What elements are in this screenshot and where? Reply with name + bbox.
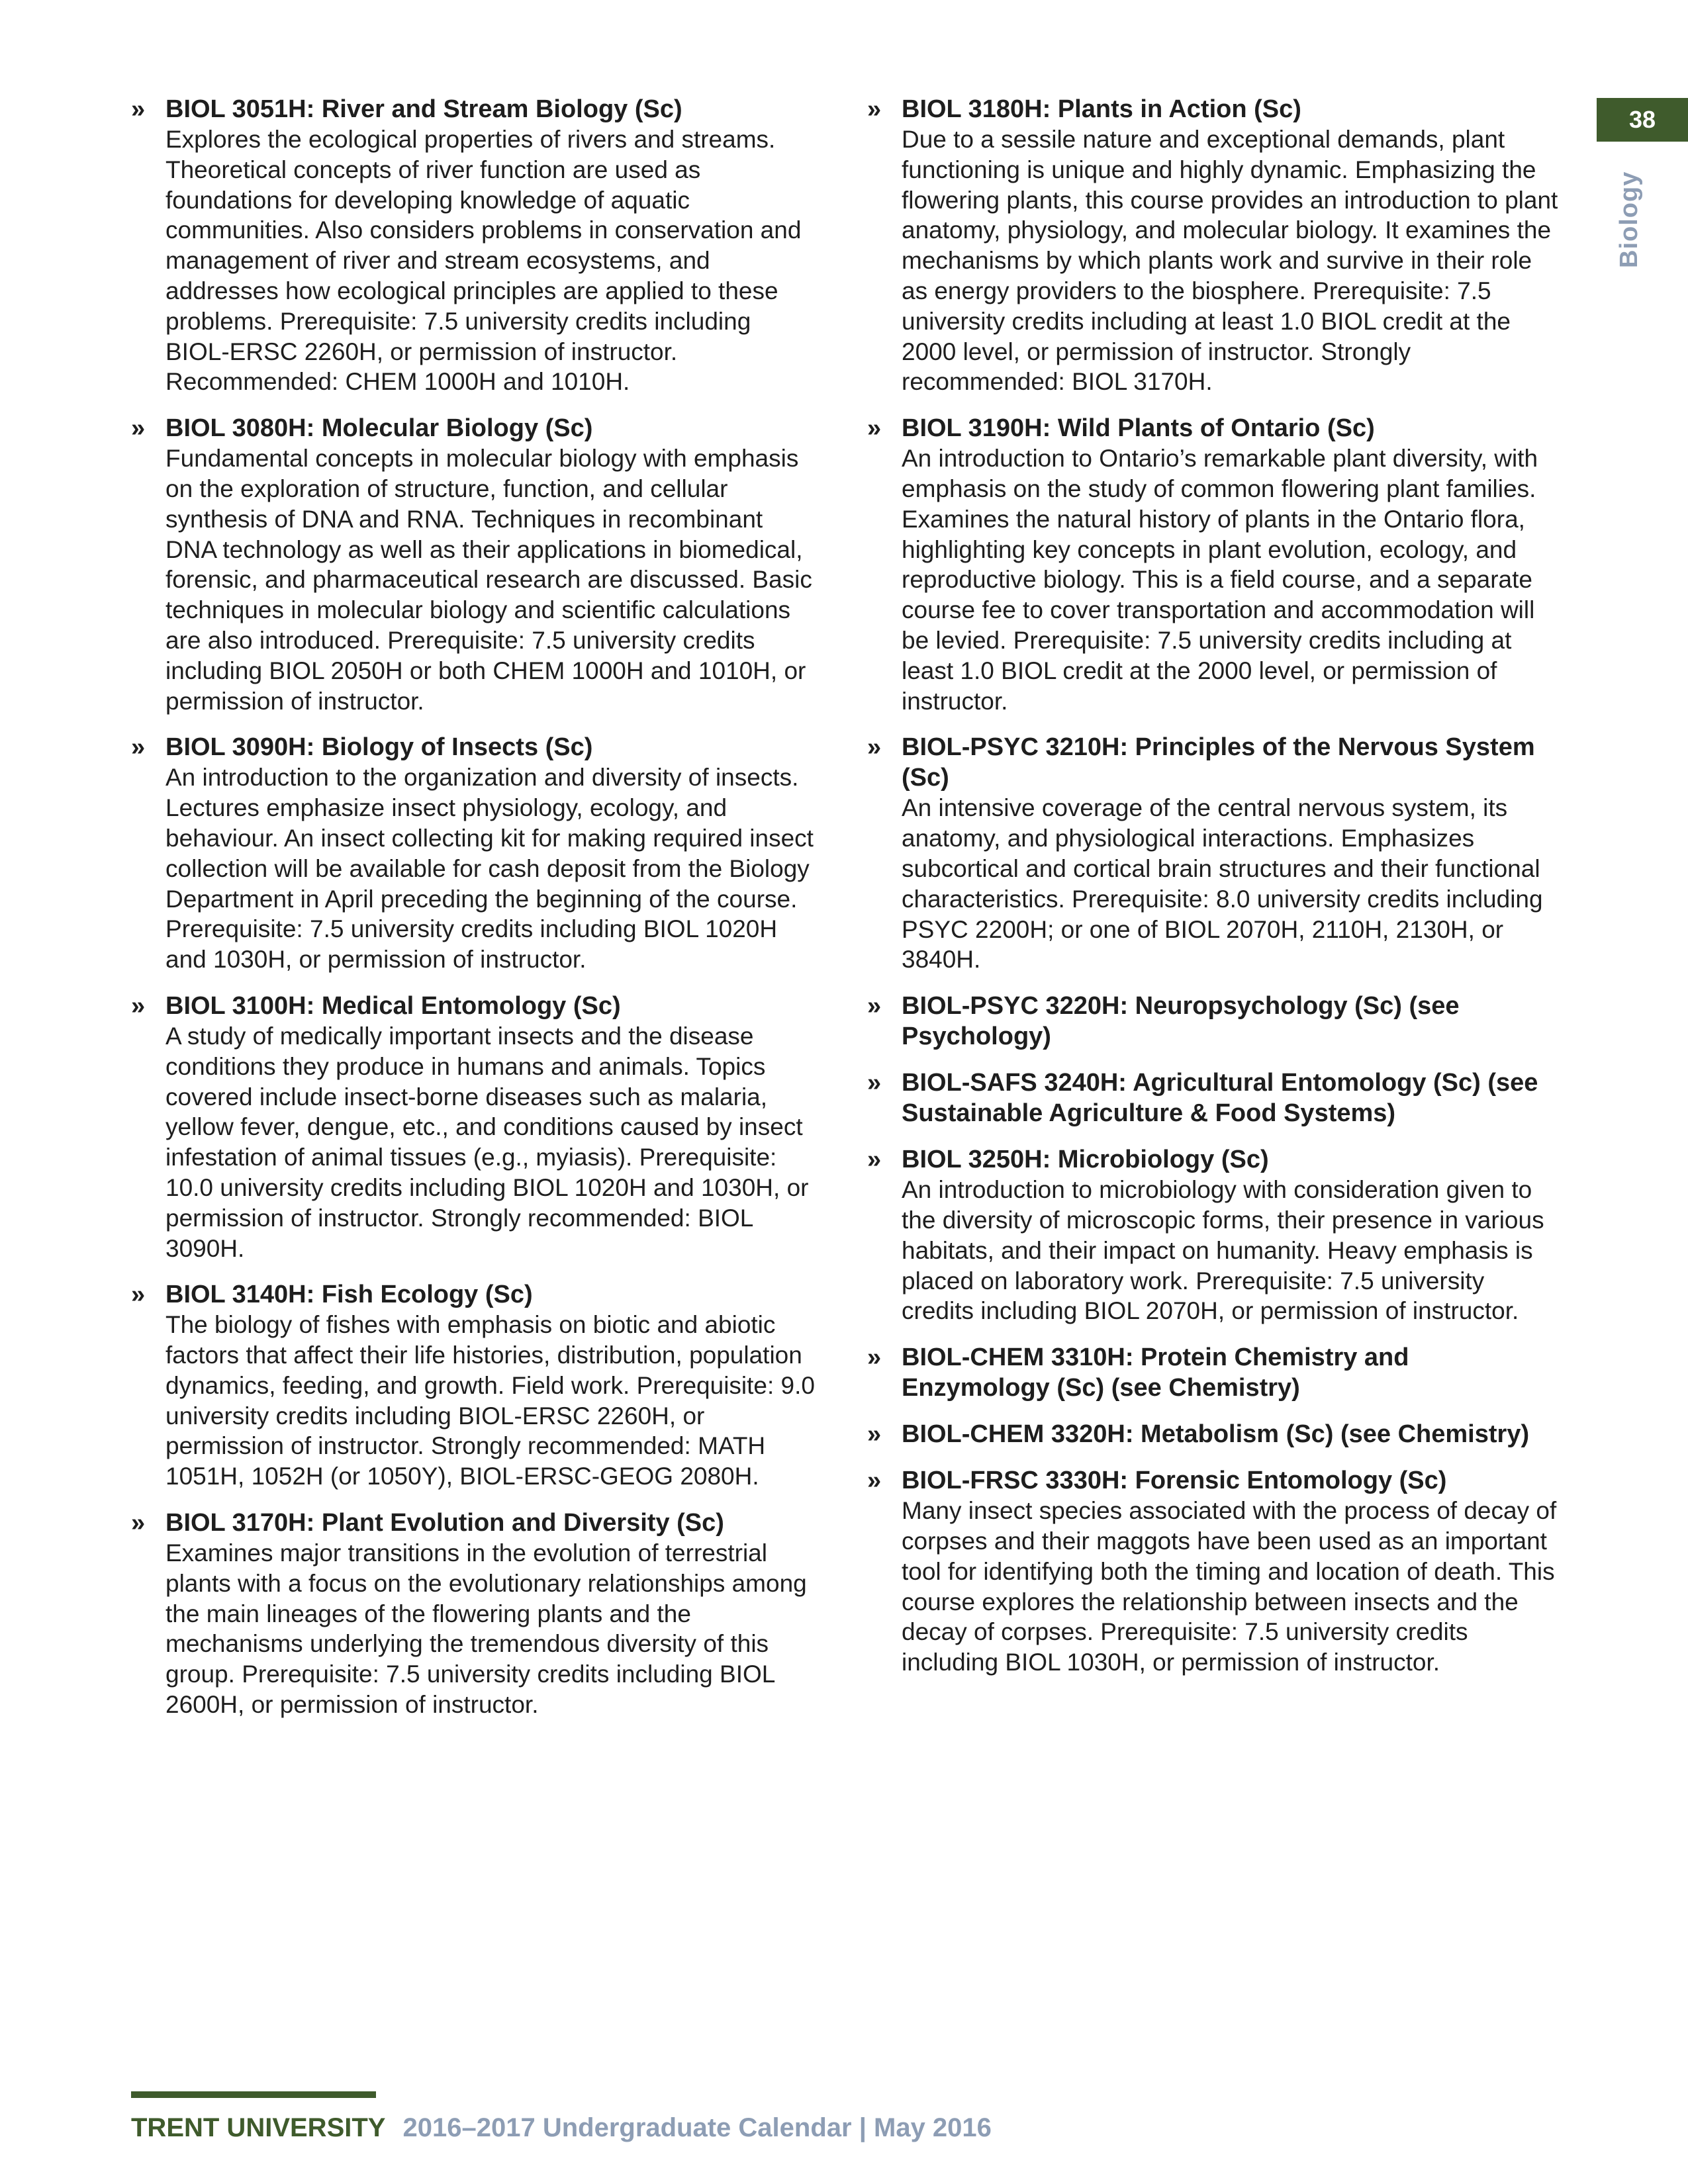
- course-title: BIOL 3190H: Wild Plants of Ontario (Sc): [902, 414, 1375, 443]
- page-number-tab: 38: [1597, 98, 1688, 142]
- course-description: An introduction to the organization and diversity of insects. Lectures emphasize insect physiology, ecology, and behaviour. An insect collecting kit for making required insect collection will be available for cash deposit from the Biology Department in April preceding the beginning of the course. Prerequisite: 7.5 university credits including BIOL 1020H and 1030H, or permission of instructor.: [165, 764, 814, 974]
- course-title: BIOL 3100H: Medical Entomology (Sc): [165, 991, 621, 1020]
- bullet-marker: »: [867, 95, 882, 123]
- course-entry: [867, 1342, 1561, 1403]
- course-description: An introduction to microbiology with consideration given to the diversity of microscopic forms, their presence in various habitats, and their impact on humanity. Heavy emphasis is placed on laboratory work. Prerequisite: 7.5 university credits including BIOL 2070H, or permission of instructor.: [902, 1176, 1544, 1325]
- course-title: BIOL 3090H: Biology of Insects (Sc): [165, 733, 593, 762]
- course-title: BIOL 3170H: Plant Evolution and Diversity (Sc): [165, 1509, 724, 1537]
- course-title: BIOL 3140H: Fish Ecology (Sc): [165, 1281, 533, 1309]
- bullet-marker: »: [867, 1146, 882, 1174]
- course-entry: [131, 413, 820, 716]
- bullet-marker: »: [131, 991, 146, 1020]
- course-description: Explores the ecological properties of rivers and streams. Theoretical concepts of river function are used as foundations for developing knowledge of aquatic communities. Also considers problems in conservation and management of river and stream ecosystems, and addresses how ecological principles are applied to these problems. Prerequisite: 7.5 university credits including BIOL-ERSC 2260H, or permission of instructor. Recommended: CHEM 1000H and 1010H.: [165, 126, 802, 396]
- footer-university: TRENT UNIVERSITY: [131, 2113, 386, 2142]
- footer-rule: [131, 2091, 376, 2098]
- course-entry: [867, 1144, 1561, 1326]
- course-entry: [867, 413, 1561, 716]
- course-entry: [131, 94, 820, 397]
- course-description: An introduction to Ontario’s remarkable plant diversity, with emphasis on the study of common flowering plant families. Examines the natural history of plants in the Ontario flora, highlighting key concepts in plant evolution, ecology, and reproductive biology. This is a field course, and a separate course fee to cover transportation and accommodation will be levied. Prerequisite: 7.5 university credits including at least 1.0 BIOL credit at the 2000 level, or permission of instructor.: [902, 445, 1538, 715]
- course-description: Due to a sessile nature and exceptional demands, plant functioning is unique and highly dynamic. Emphasizing the flowering plants, this course provides an introduction to plant anatomy, physiology, and molecular biology. It examines the mechanisms by which plants work and survive in their role as energy providers to the biosphere. Prerequisite: 7.5 university credits including at least 1.0 BIOL credit at the 2000 level, or permission of instructor. Strongly recommended: BIOL 3170H.: [902, 126, 1558, 396]
- bullet-marker: »: [131, 414, 146, 443]
- section-label: Biology: [1615, 171, 1643, 268]
- footer-calendar: 2016–2017 Undergraduate Calendar | May 2016: [402, 2113, 992, 2142]
- bullet-marker: »: [867, 1343, 882, 1372]
- bullet-marker: »: [867, 1467, 882, 1495]
- course-title: BIOL 3180H: Plants in Action (Sc): [902, 95, 1301, 123]
- bullet-marker: »: [131, 733, 146, 762]
- bullet-marker: »: [867, 733, 882, 762]
- right-column: [867, 94, 1561, 1694]
- course-title: BIOL-FRSC 3330H: Forensic Entomology (Sc): [902, 1467, 1447, 1495]
- course-title: BIOL 3051H: River and Stream Biology (Sc): [165, 95, 682, 123]
- bullet-marker: »: [131, 1281, 146, 1309]
- course-description: Fundamental concepts in molecular biology with emphasis on the exploration of structure, function, and cellular synthesis of DNA and RNA. Techniques in recombinant DNA technology as well as their applications in biomedical, forensic, and pharmaceutical research are discussed. Basic techniques in molecular biology and scientific calculations are also introduced. Prerequisite: 7.5 university credits including BIOL 2050H or both CHEM 1000H and 1010H, or permission of instructor.: [165, 445, 812, 715]
- bullet-marker: »: [867, 992, 882, 1021]
- course-title: BIOL-CHEM 3320H: Metabolism (Sc) (see Chemistry): [902, 1420, 1530, 1449]
- course-entry: [131, 1508, 820, 1720]
- course-description: A study of medically important insects and the disease conditions they produce in humans and animals. Topics covered include insect-borne diseases such as malaria, yellow fever, dengue, etc., and conditions caused by insect infestation of animal tissues (e.g., myiasis). Prerequisite: 10.0 university credits including BIOL 1020H and 1030H, or permission of instructor. Strongly recommended: BIOL 3090H.: [165, 1022, 809, 1262]
- course-title: BIOL-PSYC 3210H: Principles of the Nervous System (Sc): [902, 733, 1535, 792]
- left-column: [131, 94, 820, 1736]
- bullet-marker: »: [867, 1420, 882, 1449]
- course-title: BIOL-SAFS 3240H: Agricultural Entomology (Sc) (see Sustainable Agriculture & Food Systems): [902, 1069, 1538, 1128]
- course-entry: [867, 1068, 1561, 1128]
- course-title: BIOL-CHEM 3310H: Protein Chemistry and Enzymology (Sc) (see Chemistry): [902, 1343, 1409, 1402]
- course-description: The biology of fishes with emphasis on biotic and abiotic factors that affect their life histories, distribution, population dynamics, feeding, and growth. Field work. Prerequisite: 9.0 university credits including BIOL-ERSC 2260H, or permission of instructor. Strongly recommended: MATH 1051H, 1052H (or 1050Y), BIOL-ERSC-GEOG 2080H.: [165, 1311, 815, 1490]
- course-title: BIOL 3080H: Molecular Biology (Sc): [165, 414, 593, 443]
- course-entry: [131, 732, 820, 975]
- bullet-marker: »: [867, 1069, 882, 1097]
- course-description: An intensive coverage of the central nervous system, its anatomy, and physiological interactions. Emphasizes subcortical and cortical brain structures and their functional characteristics. Prerequisite: 8.0 university credits including PSYC 2200H; or one of BIOL 2070H, 2110H, 2130H, or 3840H.: [902, 794, 1543, 974]
- bullet-marker: »: [131, 95, 146, 123]
- footer: [131, 2111, 992, 2144]
- course-entry: [867, 732, 1561, 975]
- bullet-marker: »: [131, 1509, 146, 1537]
- course-entry: [867, 94, 1561, 397]
- course-entry: [867, 991, 1561, 1052]
- course-entry: [867, 1419, 1561, 1449]
- course-entry: [131, 1279, 820, 1492]
- course-title: BIOL-PSYC 3220H: Neuropsychology (Sc) (see Psychology): [902, 992, 1460, 1051]
- bullet-marker: »: [867, 414, 882, 443]
- course-description: Many insect species associated with the process of decay of corpses and their maggots have been used as an important tool for identifying both the timing and location of death. This course explores the relationship between insects and the decay of corpses. Prerequisite: 7.5 university credits including BIOL 1030H, or permission of instructor.: [902, 1497, 1557, 1676]
- course-title: BIOL 3250H: Microbiology (Sc): [902, 1146, 1269, 1174]
- course-entry: [131, 991, 820, 1263]
- course-entry: [867, 1465, 1561, 1678]
- course-description: Examines major transitions in the evolution of terrestrial plants with a focus on the evolutionary relationships among the main lineages of the flowering plants and the mechanisms underlying the tremendous diversity of this group. Prerequisite: 7.5 university credits including BIOL 2600H, or permission of instructor.: [165, 1539, 807, 1719]
